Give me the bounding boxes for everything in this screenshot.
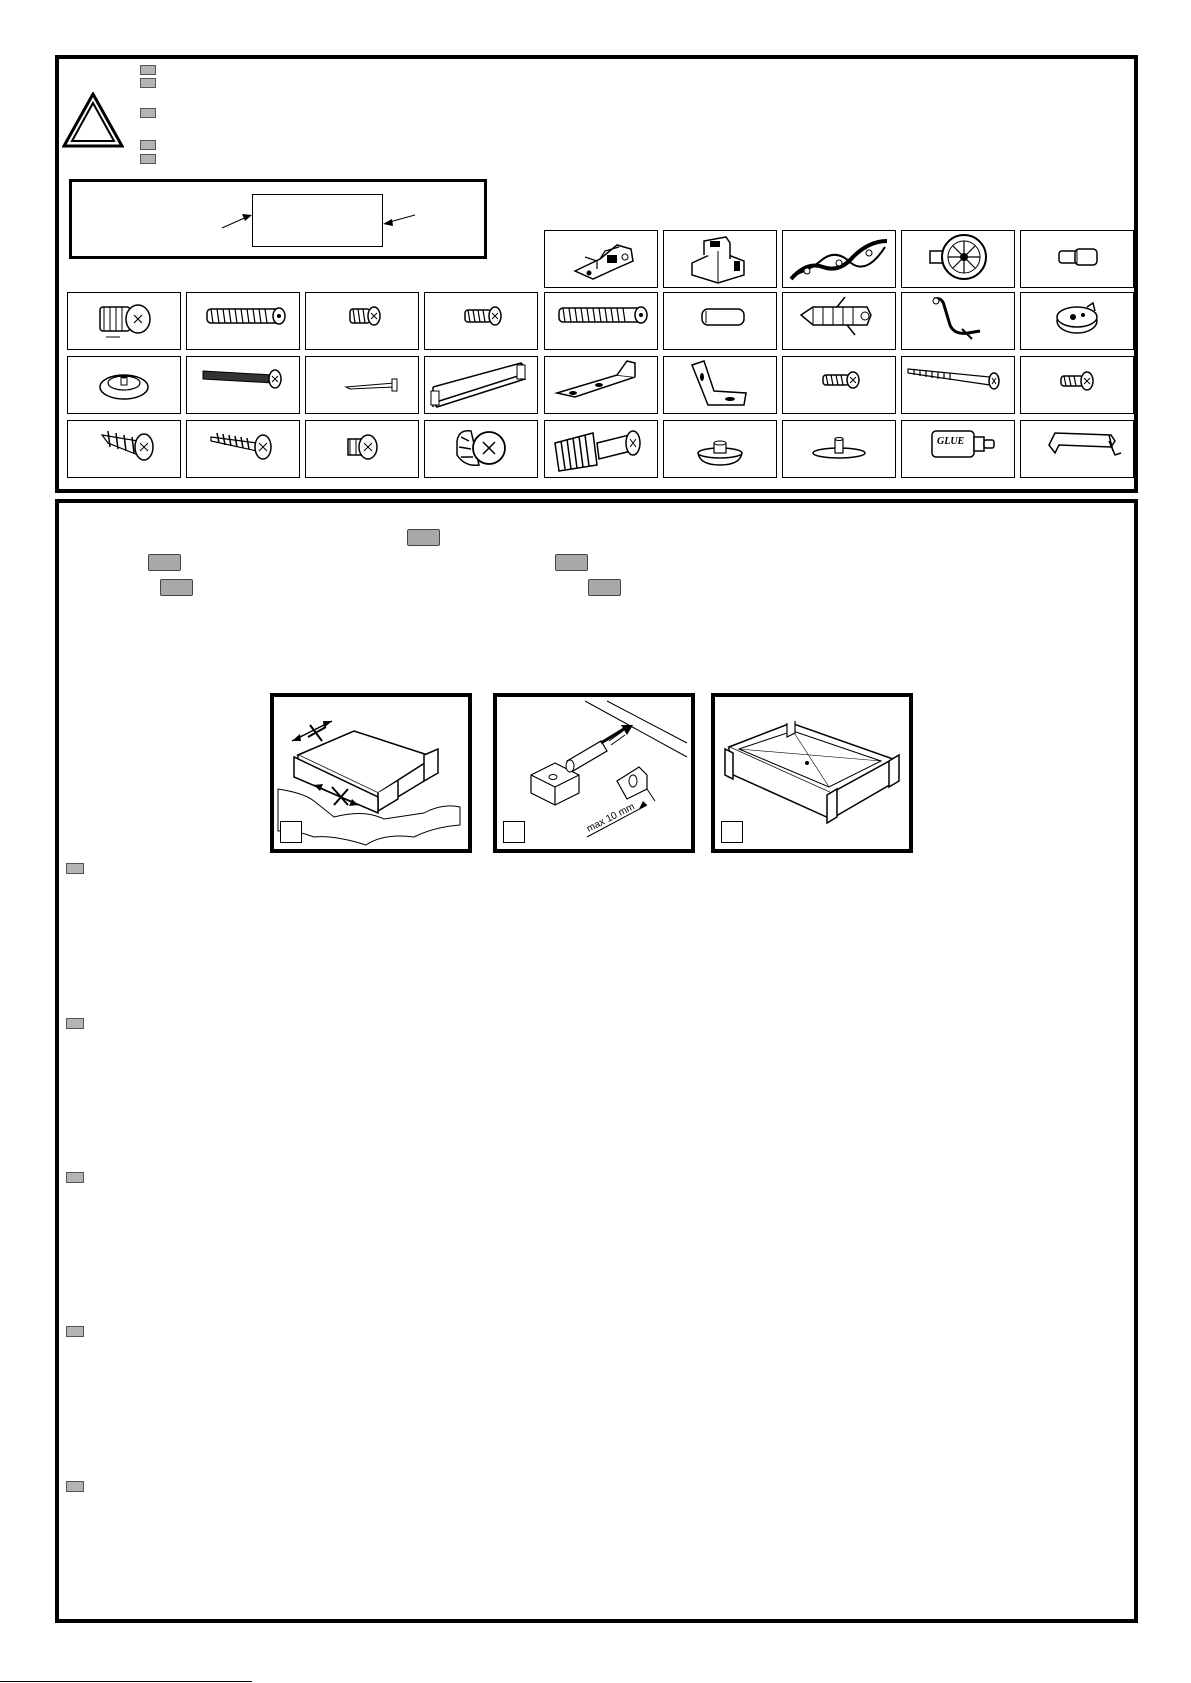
hardware-angle-bracket [663, 356, 777, 414]
figure-number-box [503, 821, 525, 843]
ribbed-connector-icon [545, 421, 657, 477]
hardware-threaded-bolt [186, 356, 300, 414]
long-screw-icon [902, 357, 1014, 413]
long-dowel-screw-icon [187, 293, 299, 349]
hardware-glue-bottle [901, 420, 1015, 478]
hinge-icon [545, 231, 657, 287]
foot-pad-icon [664, 421, 776, 477]
section-language-tag [66, 1018, 84, 1029]
language-tag [160, 579, 193, 596]
language-tag [140, 78, 156, 88]
allen-key-icon [1021, 421, 1133, 477]
hanging-rail-icon [425, 357, 537, 413]
wall-plug-icon [783, 293, 895, 349]
language-tag [140, 154, 156, 164]
footer-rule [0, 1681, 252, 1682]
hardware-chipboard-screw [67, 420, 181, 478]
assembled-drawer-illustration [715, 697, 909, 849]
dowel-pin-icon [1021, 231, 1133, 287]
hardware-long-dowel-screw [186, 292, 300, 350]
short-screw-icon [306, 293, 418, 349]
hardware-wood-dowel [663, 292, 777, 350]
short-screw-icon [783, 357, 895, 413]
product-label-box [69, 179, 487, 259]
language-tag [407, 529, 440, 546]
figure-3-assembled-drawer [711, 693, 913, 853]
hook-clip-icon [902, 293, 1014, 349]
hardware-hinge [544, 230, 658, 288]
hardware-nail [305, 356, 419, 414]
language-tag [555, 554, 588, 571]
short-screw-icon [425, 293, 537, 349]
hardware-hook-clip [901, 292, 1015, 350]
max-depth-label: max 10 mm [585, 801, 637, 835]
instructions-panel [55, 499, 1138, 1623]
hardware-panel [55, 55, 1138, 493]
cam-bolt-icon [68, 293, 180, 349]
hardware-chipboard-screw [186, 420, 300, 478]
hardware-hinge-plate [663, 230, 777, 288]
straight-bracket-icon [545, 357, 657, 413]
drawer-on-cloth-illustration [274, 697, 468, 849]
language-tag [588, 579, 621, 596]
hardware-foot-pad [663, 420, 777, 478]
hardware-long-dowel-screw [544, 292, 658, 350]
chipboard-screw-icon [187, 421, 299, 477]
figure-number-box [721, 821, 743, 843]
hardware-short-screw [424, 292, 538, 350]
section-language-tag [66, 863, 84, 874]
round-connector-icon [1021, 293, 1133, 349]
hardware-straight-bracket [544, 356, 658, 414]
wheel-knob-icon [902, 231, 1014, 287]
glue-bottle-icon [902, 421, 1014, 477]
language-tag [140, 65, 156, 75]
product-label-area [252, 194, 383, 247]
cam-lock-icon [425, 421, 537, 477]
figure-number-box [280, 821, 302, 843]
cap-disc-icon [68, 357, 180, 413]
hardware-short-screw [305, 292, 419, 350]
hardware-wall-plug [782, 292, 896, 350]
section-language-tag [66, 1326, 84, 1337]
long-dowel-screw-icon [545, 293, 657, 349]
hardware-small-screw [1020, 356, 1134, 414]
hardware-long-screw [901, 356, 1015, 414]
section-language-tag [66, 1481, 84, 1492]
hardware-cam-lock [305, 420, 419, 478]
language-tag [140, 108, 156, 118]
hinge-plate-icon [664, 231, 776, 287]
hardware-ribbed-connector [544, 420, 658, 478]
threaded-bolt-icon [187, 357, 299, 413]
hardware-round-connector [1020, 292, 1134, 350]
hardware-allen-key [1020, 420, 1134, 478]
hardware-hanging-rail [424, 356, 538, 414]
small-screw-icon [1021, 357, 1133, 413]
hardware-decorative-handle [782, 230, 896, 288]
angle-bracket-icon [664, 357, 776, 413]
hardware-dowel-pin [1020, 230, 1134, 288]
hardware-cam-bolt [67, 292, 181, 350]
hardware-short-screw [782, 356, 896, 414]
pin-disc-icon [783, 421, 895, 477]
wood-dowel-icon [664, 293, 776, 349]
warning-triangle-icon [62, 92, 124, 148]
glue-label: GLUE [937, 436, 965, 447]
cam-lock-icon [306, 421, 418, 477]
nail-icon [306, 357, 418, 413]
section-language-tag [66, 1172, 84, 1183]
decorative-handle-icon [783, 231, 895, 287]
hardware-wheel-knob [901, 230, 1015, 288]
language-tag [148, 554, 181, 571]
figure-1-drawer-placement [270, 693, 472, 853]
chipboard-screw-icon [68, 421, 180, 477]
hardware-pin-disc [782, 420, 896, 478]
language-tag [140, 140, 156, 150]
figure-2-dowel-insertion [493, 693, 695, 853]
hardware-cam-lock [424, 420, 538, 478]
hardware-cap-disc [67, 356, 181, 414]
